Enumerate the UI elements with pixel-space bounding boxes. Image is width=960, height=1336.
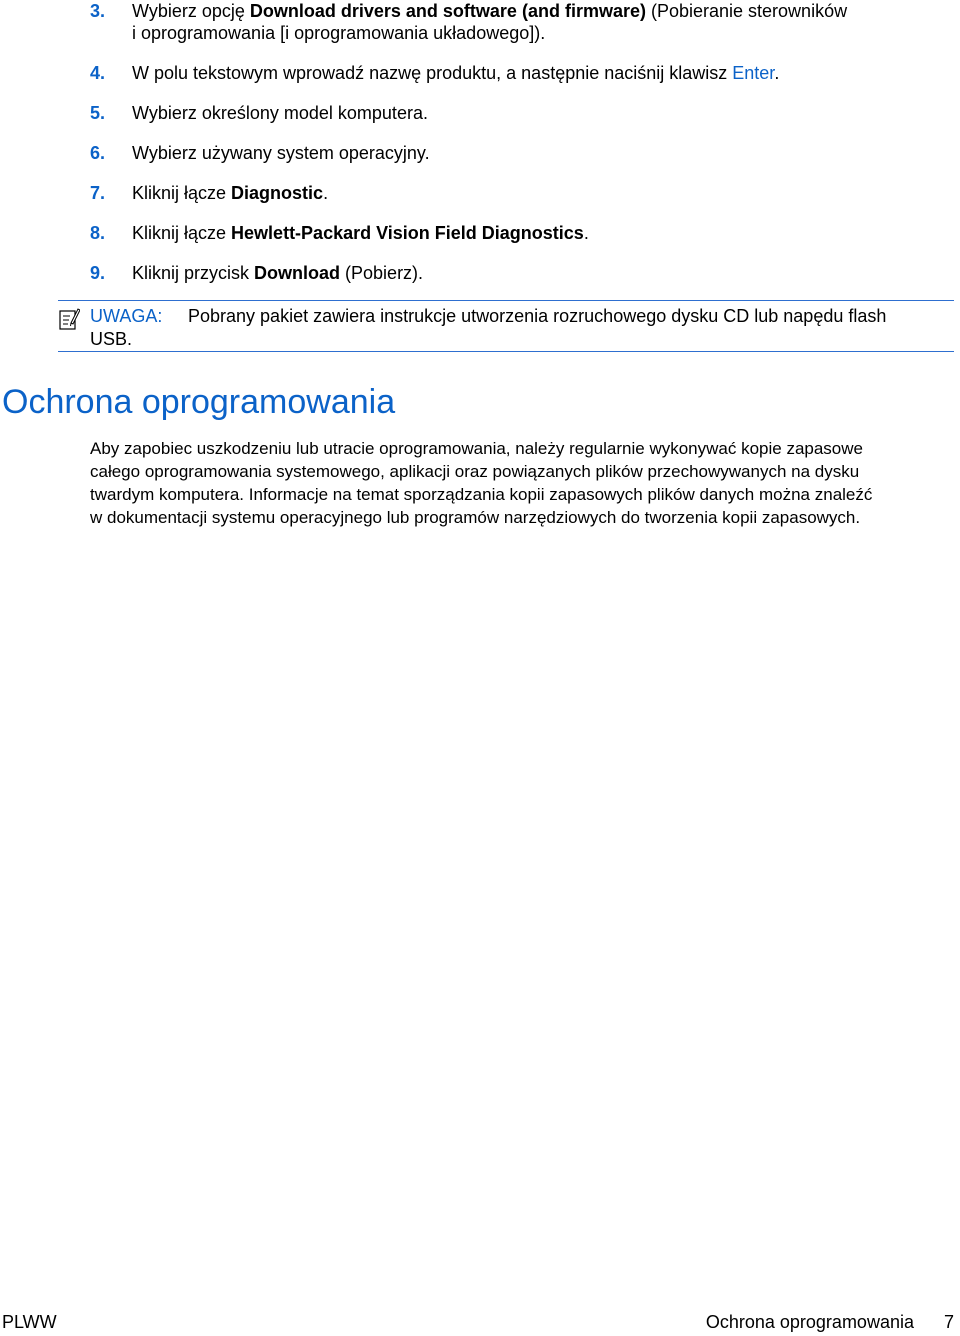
step-text	[132, 182, 932, 204]
step-number: 7.	[90, 183, 106, 203]
paragraph-line: Aby zapobiec uszkodzeniu lub utracie oprogramowania, należy regularnie wykonywać kopie zapasowe	[90, 439, 863, 458]
step-text	[132, 0, 932, 22]
step-option-name: Download drivers and software (and firmware)	[249, 1, 646, 21]
paragraph-line: w dokumentacji systemu operacyjnego lub programów narzędziowych do tworzenia kopii zapasowych.	[90, 508, 861, 527]
paragraph-line: całego oprogramowania systemowego, aplikacji oraz powiązanych plików przechowywanych na dysku	[90, 462, 860, 481]
step-link-name: Diagnostic	[231, 183, 324, 203]
step-number: 3.	[90, 1, 106, 21]
step-link-name: Hewlett-Packard Vision Field Diagnostics	[231, 223, 584, 243]
step-text-pre: Kliknij łącze	[132, 183, 232, 203]
note-pencil-icon	[58, 307, 80, 331]
footer-section-name: Ochrona oprogramowania	[705, 1312, 914, 1332]
step-text-pre: Kliknij przycisk	[132, 263, 255, 283]
step-text-post: .	[323, 183, 329, 203]
section-heading: Ochrona oprogramowania	[2, 383, 396, 421]
footer-page-number: 7	[943, 1312, 954, 1332]
step-text-post: .	[774, 63, 780, 83]
step-number: 6.	[90, 143, 106, 163]
paragraph-line: twardym komputera. Informacje na temat sporządzania kopii zapasowych plików danych można znaleźć	[90, 485, 873, 504]
step-text-pre: Wybierz opcję	[132, 1, 250, 21]
footer-doc-code: PLWW	[2, 1312, 57, 1332]
step-text-line2: i oprogramowania [i oprogramowania układowego]).	[132, 23, 546, 43]
step-text-post: (Pobierz).	[340, 263, 424, 283]
note-text: Pobrany pakiet zawiera instrukcje utworzenia rozruchowego dysku CD lub napędu flash	[188, 306, 887, 326]
step-number: 4.	[90, 63, 106, 83]
step-text	[132, 222, 932, 244]
key-name: Enter	[732, 63, 775, 83]
note-label: UWAGA:	[90, 306, 163, 326]
note-box	[58, 300, 954, 352]
step-text	[132, 62, 932, 84]
note-text-continuation: USB.	[90, 329, 133, 349]
step-text-post: .	[583, 223, 589, 243]
step-number: 9.	[90, 263, 106, 283]
section-paragraph	[90, 437, 956, 529]
step-number: 8.	[90, 223, 106, 243]
step-text-post: (Pobieranie sterowników	[645, 1, 848, 21]
step-number: 5.	[90, 103, 106, 123]
step-button-name: Download	[254, 263, 341, 283]
step-text-pre: W polu tekstowym wprowadź nazwę produktu, a następnie naciśnij klawisz	[132, 63, 733, 83]
step-text-pre: Kliknij łącze	[132, 223, 232, 243]
footer-page-info	[706, 1311, 954, 1333]
note-line-1	[90, 305, 887, 327]
step-text: Wybierz określony model komputera.	[132, 103, 428, 123]
step-text	[132, 262, 932, 284]
step-text: Wybierz używany system operacyjny.	[132, 143, 430, 163]
